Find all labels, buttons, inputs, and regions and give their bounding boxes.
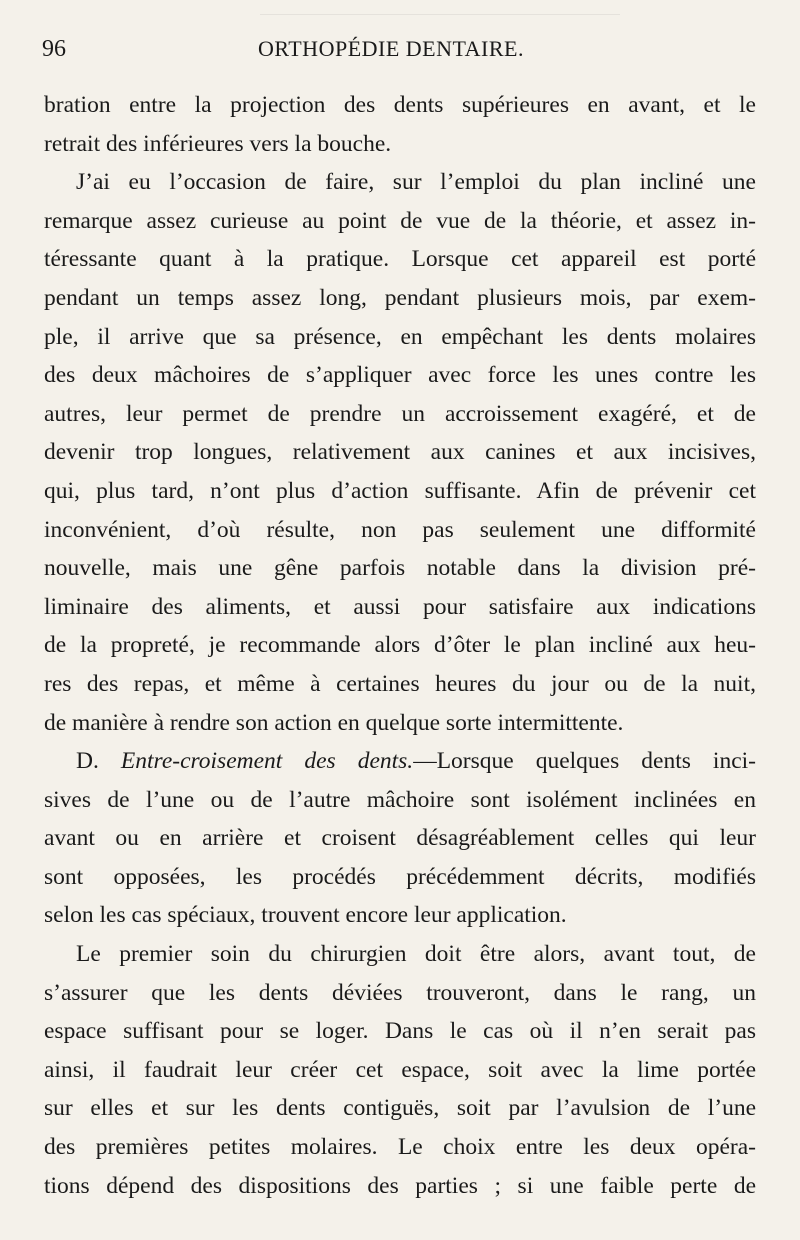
text-line: retrait des inférieures vers la bouche. xyxy=(44,130,392,157)
text-line: remarque assez curieuse au point de vue de la théorie, et assez in- xyxy=(44,207,756,234)
section-title: Entre-croisement des dents. xyxy=(120,748,414,775)
text-line: téressante quant à la pratique. Lorsque cet appareil est porté xyxy=(44,246,756,273)
section-d-heading-line xyxy=(44,742,756,781)
show-through xyxy=(260,0,620,15)
text-line: ainsi, il faudrait leur créer cet espace, soit avec la lime portée xyxy=(44,1056,756,1083)
text-line: devenir trop longues, relativement aux canines et aux incisives, xyxy=(44,439,756,466)
page-number: 96 xyxy=(42,36,66,62)
text-line: bration entre la projection des dents supérieures en avant, et le xyxy=(44,92,756,118)
text-line: des deux mâchoires de s’appliquer avec force les unes contre les xyxy=(44,362,756,389)
text-line: J’ai eu l’occasion de faire, sur l’emploi du plan incliné une xyxy=(76,169,756,196)
text-line: ple, il arrive que sa présence, en empêchant les dents molaires xyxy=(44,323,756,350)
text-line: tions dépend des dispositions des parties ; si une faible perte de xyxy=(44,1172,756,1199)
text-line: selon les cas spéciaux, trouvent encore leur application. xyxy=(44,902,567,929)
text-line: pendant un temps assez long, pendant plusieurs mois, par exem- xyxy=(44,284,756,311)
section-label: D. xyxy=(76,748,99,775)
text-line: de manière à rendre son action en quelque sorte intermittente. xyxy=(44,709,624,736)
text-line: Le premier soin du chirurgien doit être alors, avant tout, de xyxy=(76,941,756,968)
text-line: qui, plus tard, n’ont plus d’action suffisante. Afin de prévenir cet xyxy=(44,477,756,504)
section-lead-text: —Lorsque quelques dents inci- xyxy=(413,748,756,775)
running-title: ORTHOPÉDIE DENTAIRE. xyxy=(258,36,524,61)
text-line: inconvénient, d’où résulte, non pas seulement une difformité xyxy=(44,516,756,543)
text-line: de la propreté, je recommande alors d’ôter le plan incliné aux heu- xyxy=(44,632,756,659)
text-line: autres, leur permet de prendre un accroissement exagéré, et de xyxy=(44,400,756,427)
text-line: sur elles et sur les dents contiguës, soit par l’avulsion de l’une xyxy=(44,1095,756,1122)
text-line: sives de l’une ou de l’autre mâchoire sont isolément inclinées en xyxy=(44,786,756,813)
text-line: nouvelle, mais une gêne parfois notable dans la division pré- xyxy=(44,555,756,582)
text-line: espace suffisant pour se loger. Dans le cas où il n’en serait pas xyxy=(44,1018,756,1045)
text-line: s’assurer que les dents déviées trouveront, dans le rang, un xyxy=(44,979,756,1006)
body-text xyxy=(44,86,756,1205)
text-line: avant ou en arrière et croisent désagréablement celles qui leur xyxy=(44,825,756,852)
text-line: sont opposées, les procédés précédemment décrits, modifiés xyxy=(44,863,756,890)
text-line: des premières petites molaires. Le choix entre les deux opéra- xyxy=(44,1134,756,1161)
text-line: liminaire des aliments, et aussi pour satisfaire aux indications xyxy=(44,593,756,620)
text-line: res des repas, et même à certaines heures du jour ou de la nuit, xyxy=(44,670,756,697)
